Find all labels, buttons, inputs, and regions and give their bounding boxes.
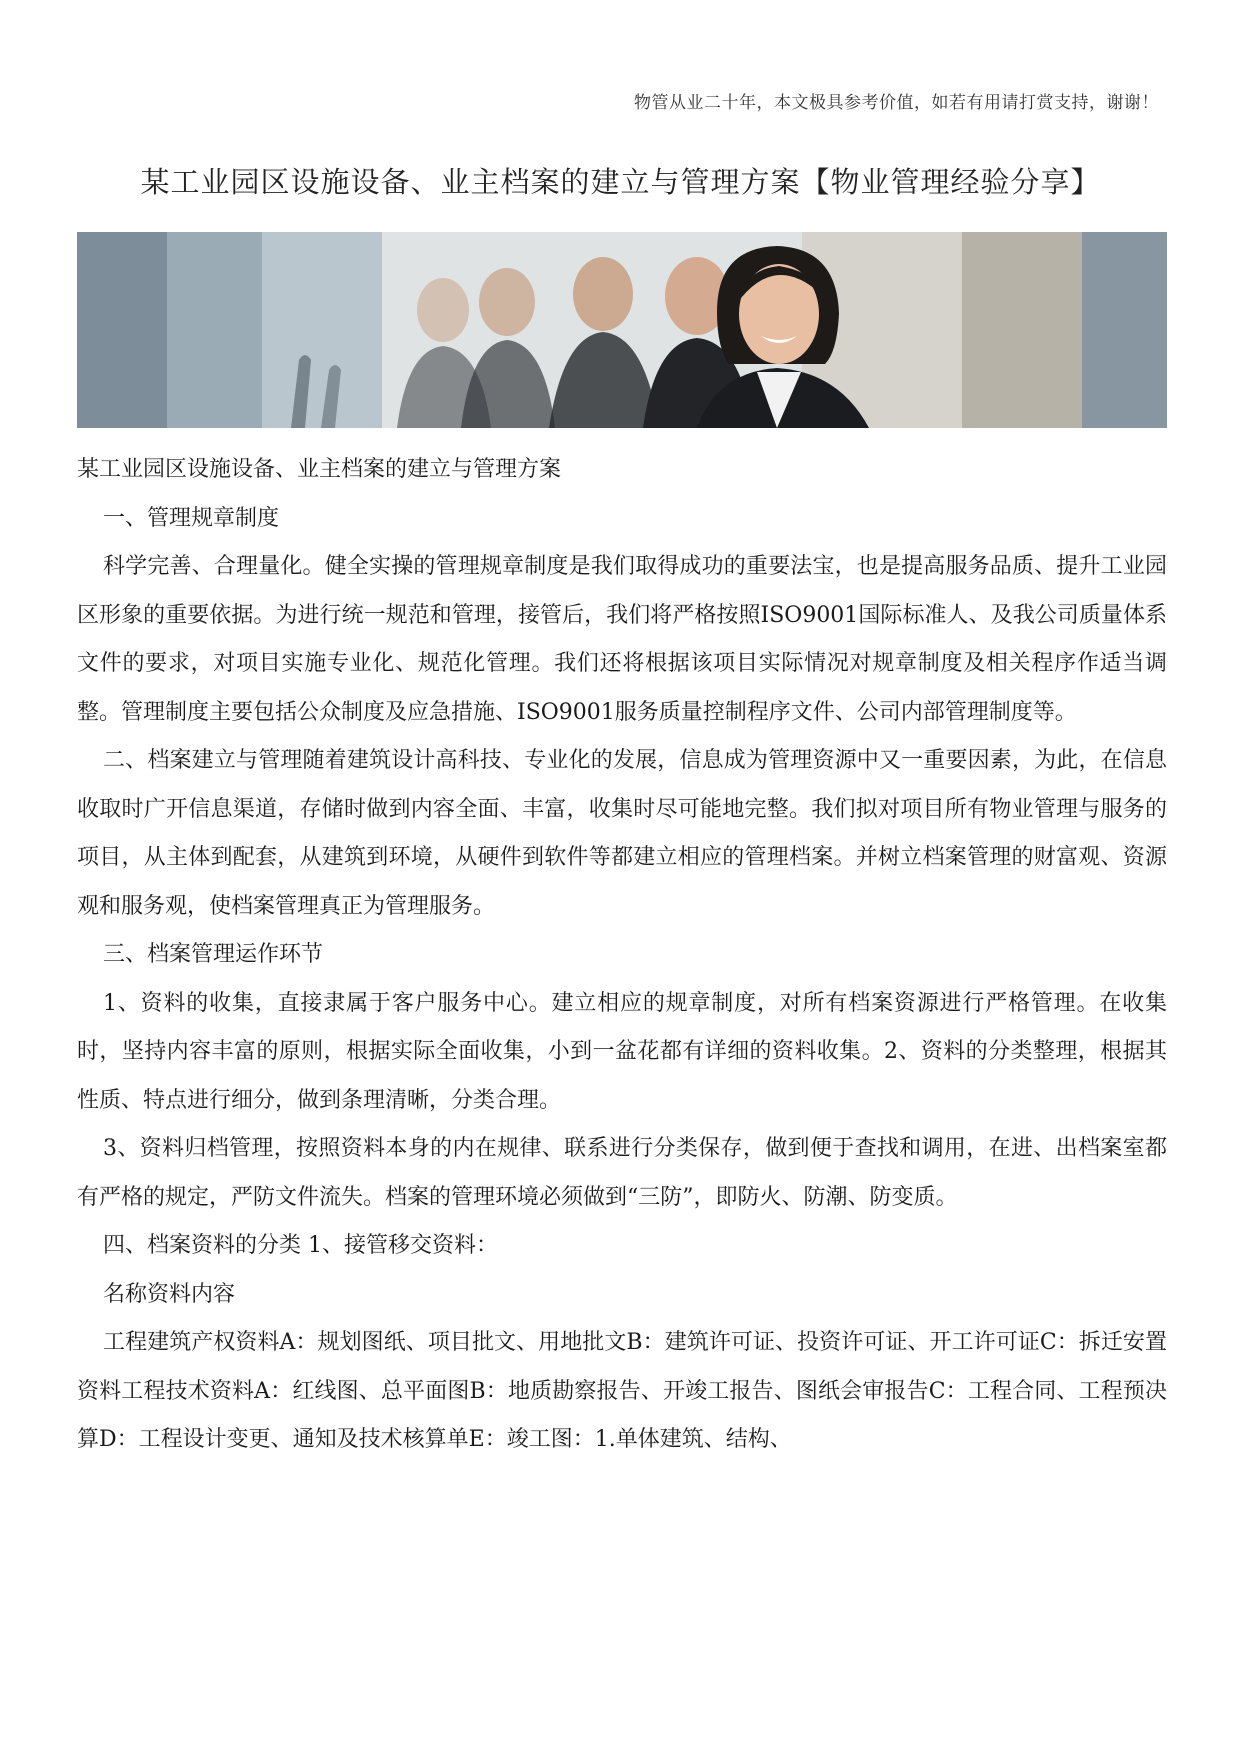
paragraph-filing: 3、资料归档管理，按照资料本身的内在规律、联系进行分类保存，做到便于查找和调用，在进、出档案室都有严格的规定，严防文件流失。档案的管理环境必须做到“三防”，即防火、防潮、防变质。: [77, 1136, 1167, 1210]
paragraph-regulations: 科学完善、合理量化。健全实操的管理规章制度是我们取得成功的重要法宝，也是提高服务品质、提升工业园区形象的重要依据。为进行统一规范和管理，接管后，我们将严格按照ISO9001国际标准人、及我公司质量体系文件的要求，对项目实施专业化、规范化管理。我们还将根据该项目实际情况对规章制度及相关程序作适当调整。管理制度主要包括公众制度及应急措施、ISO9001服务质量控制程序文件、公司内部管理制度等。: [77, 554, 1167, 725]
paragraph-collection: 1、资料的收集，直接隶属于客户服务中心。建立相应的规章制度，对所有档案资源进行严格管理。在收集时，坚持内容丰富的原则，根据实际全面收集，小到一盆花都有详细的资料收集。2、资料的分类整理，根据其性质、特点进行细分，做到条理清晰，分类合理。: [77, 990, 1167, 1113]
header-note: 物管从业二十年，本文极具参考价值，如若有用请打赏支持，谢谢！: [634, 93, 1159, 113]
document-body: [77, 446, 1167, 1465]
table-header-line: 名称资料内容: [103, 1281, 236, 1307]
banner-image: [77, 232, 1167, 428]
paragraph-engineering-docs: 工程建筑产权资料A：规划图纸、项目批文、用地批文B：建筑许可证、投资许可证、开工许可证C：拆迁安置资料工程技术资料A：红线图、总平面图B：地质勘察报告、开竣工报告、图纸会审报告C：工程合同、工程预决算D：工程设计变更、通知及技术核算单E：竣工图：1.单体建筑、结构、: [77, 1330, 1167, 1452]
document-title: 某工业园区设施设备、业主档案的建立与管理方案【物业管理经验分享】: [140, 165, 1101, 199]
section-heading-3: 三、档案管理运作环节: [103, 942, 324, 967]
banner-photo: [77, 232, 1167, 428]
subtitle-paragraph: 某工业园区设施设备、业主档案的建立与管理方案: [77, 457, 562, 482]
section-heading-1: 一、管理规章制度: [103, 505, 280, 531]
section-heading-4: 四、档案资料的分类 1、接管移交资料：: [103, 1233, 498, 1258]
paragraph-archive-setup: 二、档案建立与管理随着建筑设计高科技、专业化的发展，信息成为管理资源中又一重要因素，为此，在信息收取时广开信息渠道，存储时做到内容全面、丰富，收集时尽可能地完整。我们拟对项目所有物业管理与服务的项目，从主体到配套，从建筑到环境，从硬件到软件等都建立相应的管理档案。并树立档案管理的财富观、资源观和服务观，使档案管理真正为管理服务。: [77, 748, 1167, 919]
